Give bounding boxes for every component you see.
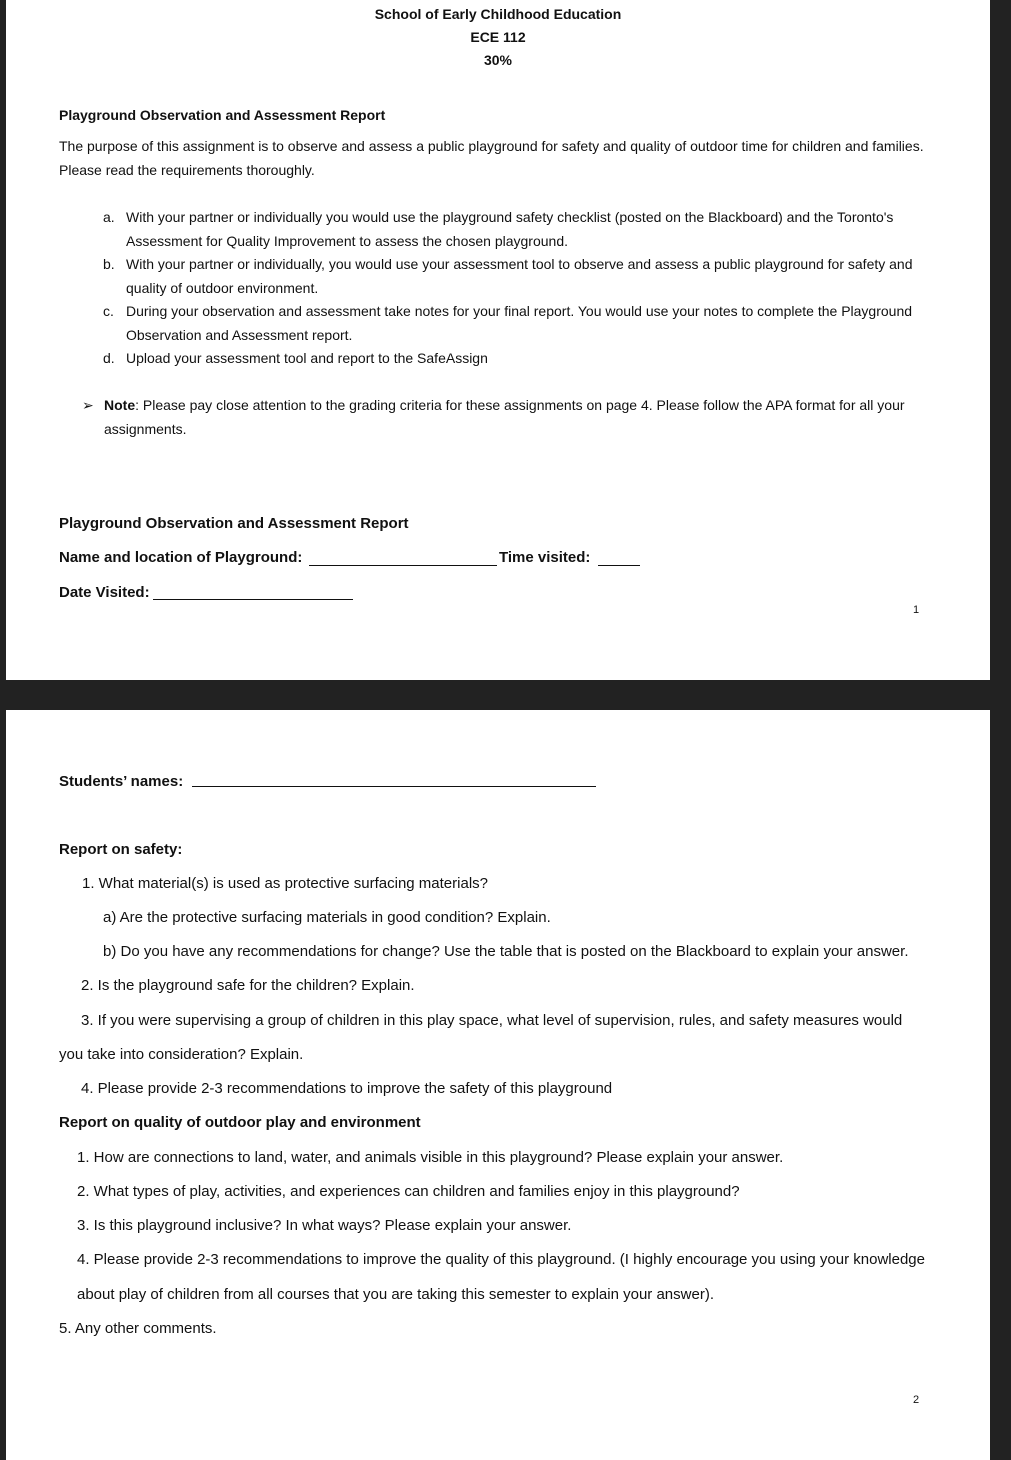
safety-question-2: 2. Is the playground safe for the children? Explain.	[81, 977, 415, 994]
note-text: : Please pay close attention to the grading criteria for these assignments on page 4. Please follow the APA format for all your	[135, 397, 905, 413]
quality-question-2: 2. What types of play, activities, and experiences can children and families enjoy in this playground?	[77, 1183, 740, 1200]
students-names-label: Students’ names:	[59, 773, 184, 790]
safety-question-1a: a) Are the protective surfacing materials in good condition? Explain.	[103, 909, 551, 926]
time-visited-blank	[598, 565, 640, 566]
document-page-1	[6, 0, 990, 680]
requirement-b-line-1: With your partner or individually, you would use your assessment tool to observe and assess a public playground for safety and	[126, 256, 913, 272]
purpose-line-1: The purpose of this assignment is to observe and assess a public playground for safety and quality of outdoor time for children and families.	[59, 138, 924, 154]
safety-question-4: 4. Please provide 2-3 recommendations to improve the safety of this playground	[81, 1080, 613, 1097]
document-page-2	[6, 710, 990, 1460]
name-location-blank	[309, 565, 497, 566]
quality-question-4-line-1: 4. Please provide 2-3 recommendations to improve the quality of this playground. (I highly encourage you using your knowledge	[77, 1251, 925, 1268]
page-number: 1	[913, 604, 920, 616]
name-location-label: Name and location of Playground:	[59, 549, 303, 566]
quality-question-3: 3. Is this playground inclusive? In what ways? Please explain your answer.	[77, 1217, 572, 1234]
intro-title: Playground Observation and Assessment Report	[59, 107, 386, 123]
purpose-line-2: Please read the requirements thoroughly.	[59, 162, 315, 178]
form-title: Playground Observation and Assessment Report	[59, 515, 409, 532]
note-line-2: assignments.	[104, 421, 187, 437]
requirement-a-line-1: With your partner or individually you would use the playground safety checklist (posted on the Blackboard) and the Toronto's	[126, 209, 894, 225]
requirement-d-line-1: Upload your assessment tool and report to the SafeAssign	[126, 350, 488, 366]
school-name: School of Early Childhood Education	[374, 6, 622, 22]
assignment-weight: 30%	[483, 52, 513, 68]
safety-question-3-line-2: you take into consideration? Explain.	[59, 1046, 304, 1063]
note-label: Note	[104, 397, 136, 413]
requirement-c-line-2: Observation and Assessment report.	[126, 327, 353, 343]
time-visited-label: Time visited:	[499, 549, 591, 566]
arrow-bullet-icon: ➢	[82, 397, 94, 413]
requirement-marker-c: c.	[103, 303, 114, 319]
note-line-1	[104, 398, 905, 412]
page-number: 2	[913, 1394, 920, 1406]
students-names-blank	[192, 786, 596, 787]
requirement-c-line-1: During your observation and assessment take notes for your final report. You would use your notes to complete the Playground	[126, 303, 913, 319]
safety-question-1: 1. What material(s) is used as protective surfacing materials?	[82, 875, 488, 892]
requirement-marker-a: a.	[103, 209, 115, 225]
quality-question-5: 5. Any other comments.	[59, 1320, 217, 1337]
requirement-marker-b: b.	[103, 256, 115, 272]
quality-question-4-line-2: about play of children from all courses that you are taking this semester to explain your answer).	[77, 1286, 714, 1303]
safety-heading: Report on safety:	[59, 841, 183, 858]
requirement-marker-d: d.	[103, 350, 115, 366]
safety-question-3-line-1: 3. If you were supervising a group of children in this play space, what level of supervision, rules, and safety measures would	[81, 1012, 903, 1029]
safety-question-1b: b) Do you have any recommendations for change? Use the table that is posted on the Blackboard to explain your answer.	[103, 943, 909, 960]
requirement-b-line-2: quality of outdoor environment.	[126, 280, 319, 296]
date-visited-blank	[153, 599, 353, 600]
course-code: ECE 112	[470, 29, 526, 45]
quality-question-1: 1. How are connections to land, water, and animals visible in this playground? Please explain your answer.	[77, 1149, 784, 1166]
requirement-a-line-2: Assessment for Quality Improvement to assess the chosen playground.	[126, 233, 568, 249]
date-visited-label: Date Visited:	[59, 584, 150, 601]
quality-heading: Report on quality of outdoor play and environment	[59, 1114, 421, 1131]
